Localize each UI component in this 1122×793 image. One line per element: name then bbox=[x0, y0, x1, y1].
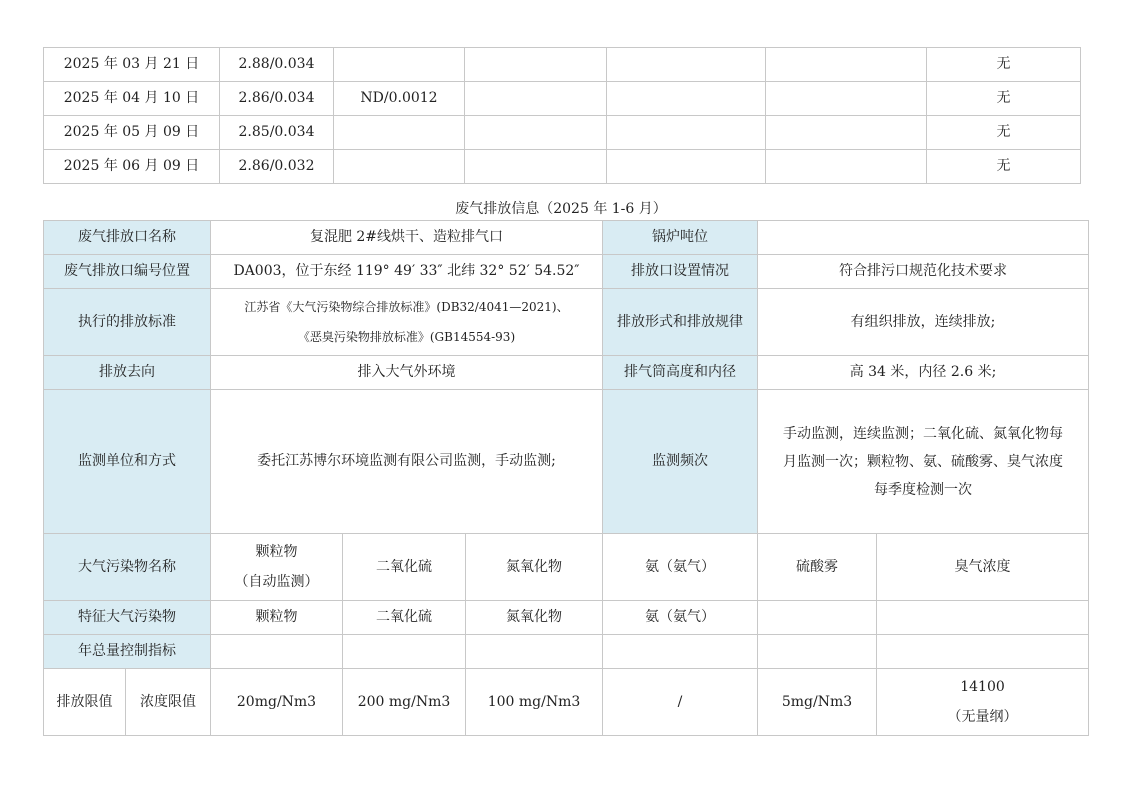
concentration-limit bbox=[466, 669, 603, 736]
concentration-limit-line1: / bbox=[677, 694, 683, 710]
frequency-line-2: 月监测一次；颗粒物、氨、硫酸雾、臭气浓度 bbox=[783, 453, 1063, 470]
cell-remark: 无 bbox=[927, 150, 1081, 184]
annual-control bbox=[877, 635, 1089, 669]
table-row bbox=[44, 150, 1081, 184]
cell-v4 bbox=[607, 150, 766, 184]
standard-value bbox=[211, 289, 603, 356]
cell-date: 2025 年 06 月 09 日 bbox=[44, 150, 220, 184]
pollutant-name-line1: 氨（氨气） bbox=[645, 559, 715, 575]
outlet-setting-value: 符合排污口规范化技术要求 bbox=[758, 255, 1089, 289]
frequency-value bbox=[758, 390, 1089, 534]
outlet-code-value: DA003，位于东经 119° 49′ 33″ 北纬 32° 52′ 54.52″ bbox=[211, 255, 603, 289]
exhaust-info-table bbox=[43, 220, 1089, 736]
cell-v2: ND/0.0012 bbox=[334, 82, 465, 116]
concentration-limit bbox=[343, 669, 466, 736]
cell-v5 bbox=[766, 116, 927, 150]
pollutant-name-line1: 二氧化硫 bbox=[376, 559, 432, 575]
concentration-limit bbox=[877, 669, 1089, 736]
concentration-limit-line1: 20mg/Nm3 bbox=[236, 694, 317, 710]
pollutant-name bbox=[466, 534, 603, 601]
outlet-setting-label: 排放口设置情况 bbox=[603, 255, 758, 289]
stack-label: 排气筒高度和内径 bbox=[603, 356, 758, 390]
cell-v1: 2.85/0.034 bbox=[220, 116, 334, 150]
destination-label: 排放去向 bbox=[44, 356, 211, 390]
feature-pollutant: 氨（氨气） bbox=[603, 601, 758, 635]
pollutant-name bbox=[603, 534, 758, 601]
pollutant-name-line2: （自动监测） bbox=[234, 574, 319, 590]
cell-date: 2025 年 04 月 10 日 bbox=[44, 82, 220, 116]
standard-label: 执行的排放标准 bbox=[44, 289, 211, 356]
feature-pollutant-label: 特征大气污染物 bbox=[44, 601, 211, 635]
monitor-unit-label: 监测单位和方式 bbox=[44, 390, 211, 534]
feature-pollutant: 二氧化硫 bbox=[343, 601, 466, 635]
annual-control bbox=[758, 635, 877, 669]
cell-v2 bbox=[334, 116, 465, 150]
cell-v5 bbox=[766, 150, 927, 184]
section-title: 废气排放信息（2025 年 1-6 月） bbox=[455, 201, 667, 217]
destination-value: 排入大气外环境 bbox=[211, 356, 603, 390]
outlet-code-label: 废气排放口编号位置 bbox=[44, 255, 211, 289]
cell-v5 bbox=[766, 48, 927, 82]
boiler-label: 锅炉吨位 bbox=[603, 221, 758, 255]
cell-v3 bbox=[465, 48, 607, 82]
table-row bbox=[44, 82, 1081, 116]
concentration-limit bbox=[758, 669, 877, 736]
table-row bbox=[44, 116, 1081, 150]
boiler-value bbox=[758, 221, 1089, 255]
cell-v4 bbox=[607, 82, 766, 116]
cell-date: 2025 年 05 月 09 日 bbox=[44, 116, 220, 150]
pollutant-name-label: 大气污染物名称 bbox=[44, 534, 211, 601]
concentration-limit-line1: 5mg/Nm3 bbox=[781, 694, 853, 710]
cell-v3 bbox=[465, 150, 607, 184]
cell-remark: 无 bbox=[927, 116, 1081, 150]
frequency-line-3: 每季度检测一次 bbox=[874, 481, 972, 498]
annual-control-label: 年总量控制指标 bbox=[44, 635, 211, 669]
cell-date: 2025 年 03 月 21 日 bbox=[44, 48, 220, 82]
cell-remark: 无 bbox=[927, 82, 1081, 116]
concentration-limit-line2: （无量纲） bbox=[947, 709, 1018, 725]
outlet-name-value: 复混肥 2#线烘干、造粒排气口 bbox=[211, 221, 603, 255]
cell-v4 bbox=[607, 48, 766, 82]
cell-v3 bbox=[465, 116, 607, 150]
feature-pollutant: 颗粒物 bbox=[211, 601, 343, 635]
annual-control bbox=[466, 635, 603, 669]
form-value: 有组织排放，连续排放; bbox=[758, 289, 1089, 356]
concentration-limit-line1: 14100 bbox=[960, 679, 1005, 695]
pollutant-name-line1: 颗粒物 bbox=[255, 544, 298, 560]
table-row bbox=[44, 48, 1081, 82]
cell-v4 bbox=[607, 116, 766, 150]
standard-line-1: 江苏省《大气污染物综合排放标准》(DB32/4041—2021)、 bbox=[244, 300, 569, 314]
feature-pollutant bbox=[877, 601, 1089, 635]
cell-remark: 无 bbox=[927, 48, 1081, 82]
annual-control bbox=[343, 635, 466, 669]
cell-v1: 2.88/0.034 bbox=[220, 48, 334, 82]
cell-v1: 2.86/0.032 bbox=[220, 150, 334, 184]
form-label: 排放形式和排放规律 bbox=[603, 289, 758, 356]
cell-v2 bbox=[334, 48, 465, 82]
annual-control bbox=[211, 635, 343, 669]
concentration-limit-line1: 100 mg/Nm3 bbox=[487, 694, 581, 710]
frequency-label: 监测频次 bbox=[603, 390, 758, 534]
feature-pollutant: 氮氧化物 bbox=[466, 601, 603, 635]
cell-v1: 2.86/0.034 bbox=[220, 82, 334, 116]
pollutant-name bbox=[211, 534, 343, 601]
concentration-limit bbox=[603, 669, 758, 736]
concentration-limit-line1: 200 mg/Nm3 bbox=[357, 694, 451, 710]
emission-limit-label: 排放限值 bbox=[44, 669, 126, 736]
pollutant-name bbox=[758, 534, 877, 601]
stack-value: 高 34 米，内径 2.6 米; bbox=[758, 356, 1089, 390]
feature-pollutant bbox=[758, 601, 877, 635]
standard-line-2: 《恶臭污染物排放标准》(GB14554-93) bbox=[297, 330, 516, 344]
pollutant-name bbox=[877, 534, 1089, 601]
cell-v5 bbox=[766, 82, 927, 116]
pollutant-name-line1: 臭气浓度 bbox=[954, 559, 1011, 575]
pollutant-name-line1: 氮氧化物 bbox=[506, 559, 562, 575]
concentration-limit bbox=[211, 669, 343, 736]
frequency-line-1: 手动监测，连续监测；二氧化硫、氮氧化物每 bbox=[783, 425, 1063, 442]
concentration-limit-label: 浓度限值 bbox=[126, 669, 211, 736]
cell-v3 bbox=[465, 82, 607, 116]
monitor-unit-value: 委托江苏博尔环境监测有限公司监测，手动监测; bbox=[211, 390, 603, 534]
pollutant-name-line1: 硫酸雾 bbox=[796, 559, 838, 575]
monitoring-results-table bbox=[43, 47, 1081, 184]
cell-v2 bbox=[334, 150, 465, 184]
annual-control bbox=[603, 635, 758, 669]
pollutant-name bbox=[343, 534, 466, 601]
outlet-name-label: 废气排放口名称 bbox=[44, 221, 211, 255]
